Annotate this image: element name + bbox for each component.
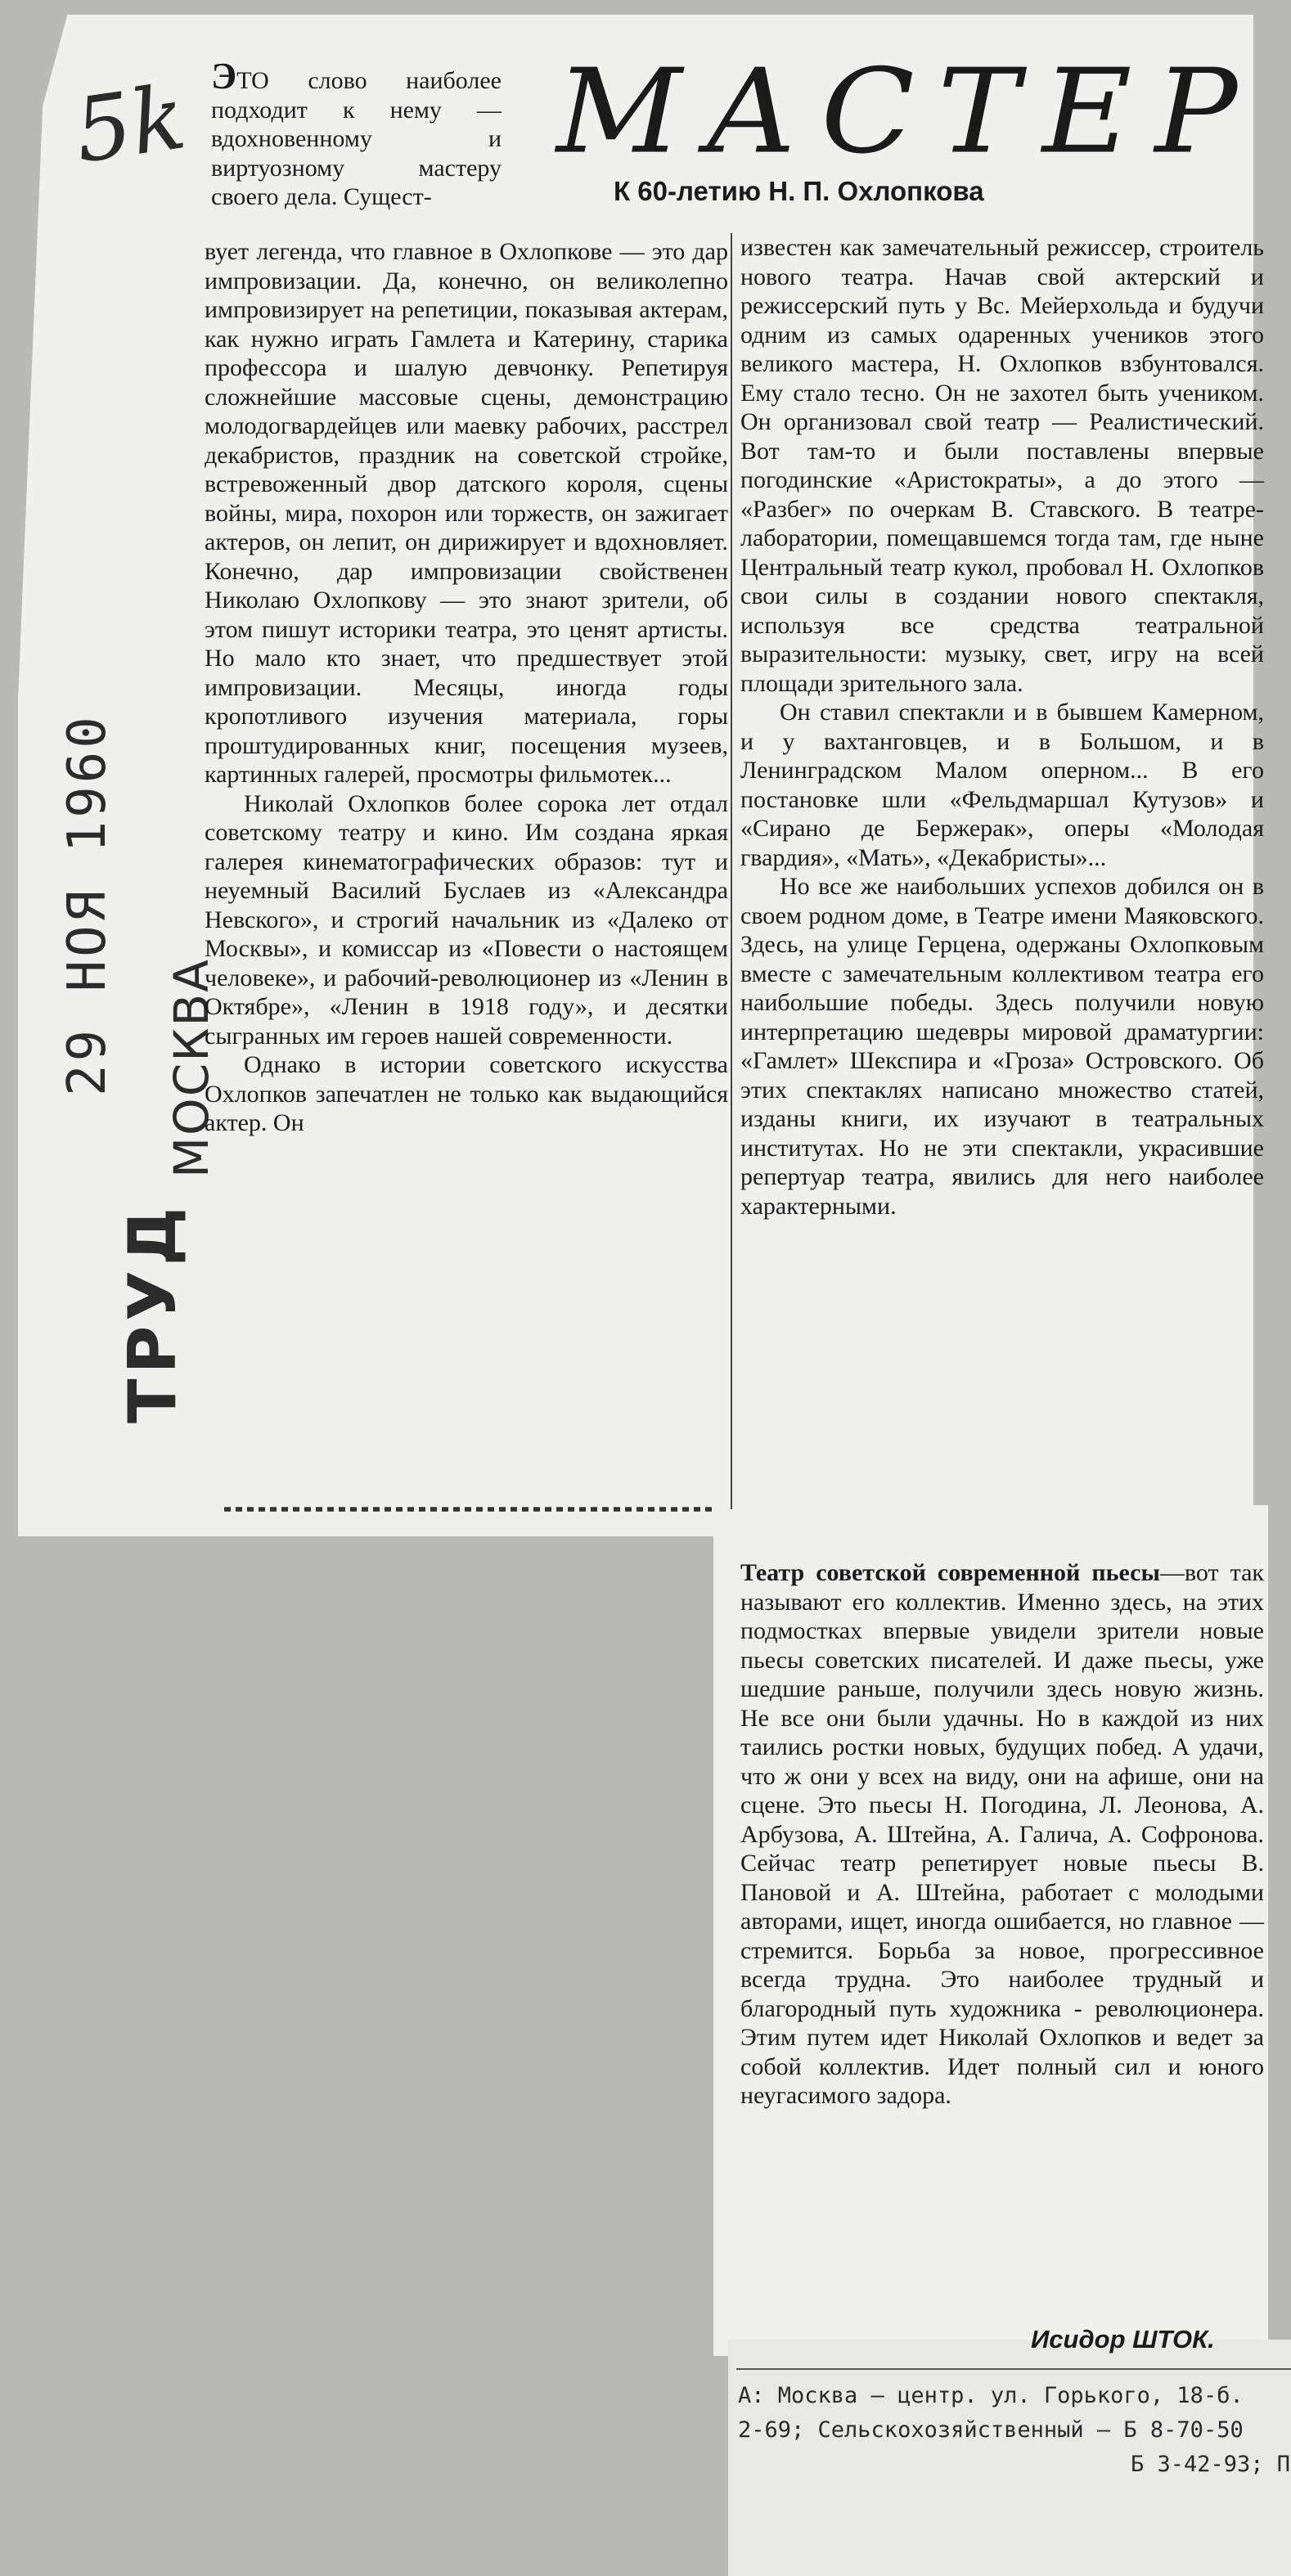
footer-line: 2-69; Сельскохозяйственный — Б 8-70-50 (738, 2417, 1244, 2443)
footer-line: Б 3-42-93; П (1131, 2452, 1291, 2477)
paragraph: Но все же наибольших успехов добился он в своем родном доме, в Театре имени Маяковского. Здесь, на улице Герцена, одержаны Охлопковым вместе с замечательным коллективом театра его наибольшие победы. Здесь получили новую интерпретацию шедевры мировой драматургии: «Гамлет» Шекспира и «Гроза» Островского. Об этих спектаклях написано множество статей, изданы книги, их изучают в театральных институтах. Но не эти спектакли, украсившие репертуар театра, явились для него наиболее характерными. (740, 873, 1264, 1220)
article-headline: МАСТЕР (556, 44, 1261, 180)
handwritten-mark: 5k (68, 66, 192, 183)
stamp-date: 29 НОЯ 1960 (57, 713, 118, 1096)
paragraph: вует легенда, что главное в Охлопкове — это дар импровизации. Да, конечно, он великолепно импровизирует на репетиции, показывая актерам, как нужно играть Гамлета и Катерину, старика профессора и шалую девчонку. Репетируя сложнейшие массовые сцены, демонстрацию молодогвардейцев или маевку рабочих, расстрел декабристов, праздник на советской стройке, встревоженный двор датского короля, сцены войны, мира, похорон или торжеств, он зажигает актеров, он лепит, он дирижирует и вдохновляет. Конечно, дар импровизации свойственен Николаю Охлопкову — это знают зрители, об этом пишут историки театра, это ценят артисты. Но мало кто знает, что предшествует этой импровизации. Месяцы, иногда годы кропотливого изучения материала, горы проштудированных книг, посещения музеев, картинных галерей, просмотры фильмотек... (205, 238, 728, 788)
bold-phrase: Театр советской современной пьесы (740, 1559, 1160, 1586)
paragraph: Однако в истории советского искусства Охлопков запечатлен не только как выдающийся актер. Он (205, 1051, 728, 1136)
drop-cap: Э (211, 55, 237, 97)
paragraph: Николай Охлопков более сорока лет отдал советскому театру и кино. Им создана яркая галерея кинематографических образов: тут и неуемный Василий Буслаев из «Александра Невского», и строгий начальник из «Далеко от Москвы», и комиссар из «Повести о настоящем человеке», и рабочий-революционер из «Ленин в Октябре», «Ленин в 1918 году», и десятки сыгранных им героев нашей современности. (205, 789, 728, 1050)
paragraph-text: —вот так называют его коллектив. Именно здесь, на этих подмостках впервые увидели зрители новые пьесы советских писателей. И даже пьесы, уже шедшие раньше, получили здесь новую жизнь. Не все они были удачны. Но в каждой из них таились ростки новых, будущих побед. А удачи, что ж они у всех на виду, они на афише, они на сцене. Это пьесы Н. Погодина, Л. Леонова, А. Арбузова, А. Штейна, А. Галича, А. Софронова. Сейчас театр репетирует новые пьесы В. Пановой и А. Штейна, работает с молодыми авторами, ищет, иногда ошибается, но главное — стремится. Борьба за новое, прогрессивное всегда трудна. Это наиболее трудный и благородный путь художника - революционера. Этим путем идет Николай Охлопков и ведет за собой коллектив. Идет полный сил и юного неугасимого задора. (740, 1559, 1264, 2109)
paragraph: Он ставил спектакли и в бывшем Камерном, и у вахтанговцев, и в Большом, и в Ленинградском Малом оперном... В его постановке шли «Фельдмаршал Кутузов» и «Сирано де Бержерак», оперы «Молодая гвардия», «Мать», «Декабристы»... (740, 699, 1264, 871)
column-divider (731, 233, 732, 1509)
column-1 (205, 237, 728, 1138)
intro-paragraph (211, 55, 502, 212)
paragraph: известен как замечательный режиссер, строитель нового театра. Начав свой актерский и режиссерский путь у Вс. Мейерхольда и будучи одним из самых одаренных учеников этого великого мастера, Н. Охлопков взбунтовался. Ему стало тесно. Он не захотел быть учеником. Он организовал свой театр — Реалистический. Вот там-то и были поставлены впервые погодинские «Аристократы», а до этого — «Разбег» по очеркам В. Ставского. В театре-лаборатории, помещавшемся тогда там, где ныне Центральный театр кукол, пробовал Н. Охлопков свои силы в создании нового спектакля, используя все средства театральной выразительности: музыку, свет, игру на всей площади зрительного зала. (740, 234, 1264, 697)
author-signature: Исидор ШТОК. (1031, 2325, 1215, 2353)
paragraph (740, 1558, 1264, 2111)
stamp-newspaper: ТРУД (115, 1202, 191, 1423)
column-2-continued (740, 1558, 1264, 2111)
article-subtitle: К 60-летию Н. П. Охлопкова (614, 176, 984, 206)
footer-imprint (738, 2379, 1291, 2482)
footer-line: А: Москва — центр. ул. Горького, 18-б. (738, 2383, 1244, 2408)
footer-divider (736, 2368, 1291, 2370)
stamp-city: МОСКВА (164, 958, 219, 1178)
column-2 (740, 233, 1264, 1221)
intro-text: ТО слово наиболее подходит к нему — вдохновенному и виртуозному мастеру своего дела. Сущест- (211, 67, 502, 210)
